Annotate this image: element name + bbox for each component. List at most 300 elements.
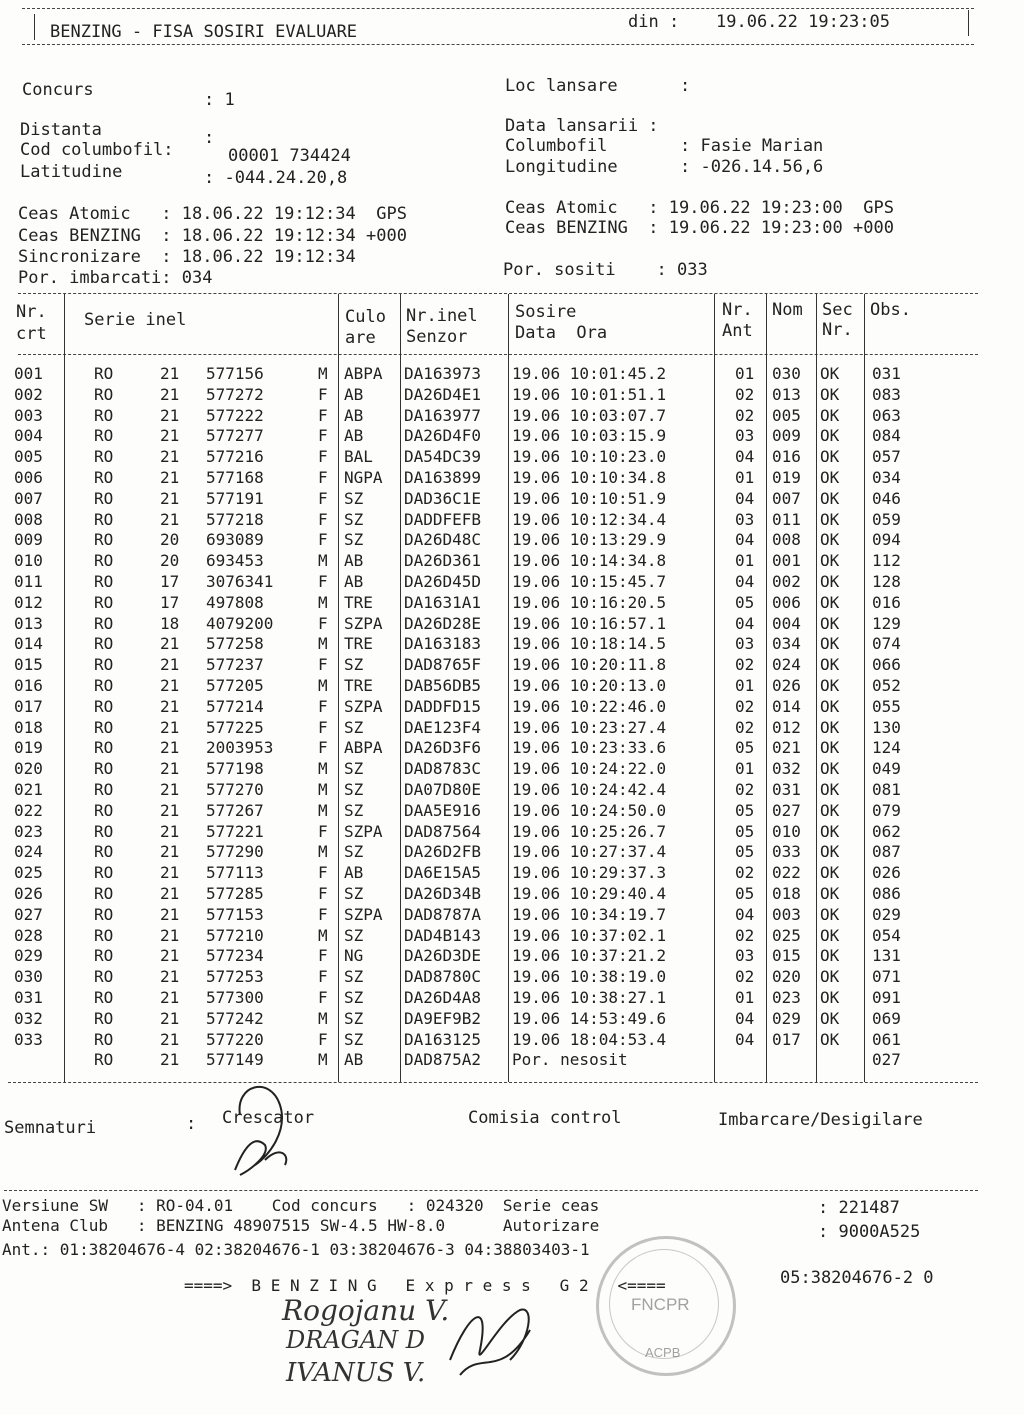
cell-ant: 04 [735, 904, 755, 924]
cell-sec: OK [820, 488, 840, 508]
cell-inel: 577267 [206, 800, 264, 820]
cell-sex: F [318, 717, 328, 737]
cell-senzor: DA26D4A8 [404, 988, 482, 1007]
table-row [0, 426, 1024, 447]
cell-ant: 02 [735, 925, 755, 945]
header-ant: Ant [722, 321, 753, 341]
cell-ant: 02 [735, 696, 755, 716]
autorizare-value: : 9000A525 [818, 1222, 921, 1242]
header-top-border [22, 8, 974, 9]
cell-an: 21 [160, 1050, 180, 1070]
table-row [0, 406, 1024, 427]
cell-an: 21 [160, 904, 180, 924]
loc-lansare-label: Loc lansare [505, 76, 618, 96]
breeder-signature [210, 1075, 330, 1185]
cell-nom: 034 [772, 634, 801, 654]
cell-obs: 069 [872, 1008, 901, 1028]
cell-cul: SZ [344, 884, 364, 903]
cell-inel: 577242 [206, 1008, 264, 1028]
cell-obs: 016 [872, 592, 901, 612]
cell-sec: OK [820, 447, 840, 467]
cell-sec: OK [820, 530, 840, 550]
cell-obs: 066 [872, 655, 901, 675]
cell-tara: RO [94, 592, 114, 612]
distanta-label: Distanta [20, 120, 102, 140]
cell-sex: F [318, 447, 328, 467]
cell-nr: 011 [14, 572, 43, 591]
cell-an: 21 [160, 800, 180, 820]
cell-tara: RO [94, 863, 114, 883]
cell-nom: 031 [772, 780, 801, 799]
cell-inel: 693089 [206, 530, 264, 550]
cell-sec: OK [820, 717, 840, 737]
cell-sec: OK [820, 509, 840, 529]
cell-sosire: 19.06 10:13:29.9 [512, 530, 667, 550]
crescator-label: Crescator [222, 1108, 315, 1128]
cell-ant: 05 [735, 842, 755, 862]
cell-inel: 577113 [206, 863, 264, 883]
cell-cul: SZ [344, 800, 364, 820]
cell-an: 18 [160, 613, 180, 633]
cell-cul: SZ [344, 1029, 364, 1049]
cell-inel: 577272 [206, 384, 264, 404]
cell-sec: OK [820, 634, 840, 654]
cell-nom: 033 [772, 842, 801, 862]
cell-sosire: 19.06 10:22:46.0 [512, 696, 667, 716]
cell-inel: 2003953 [206, 738, 274, 758]
cell-an: 21 [160, 759, 180, 779]
cell-sosire: 19.06 10:24:22.0 [512, 759, 667, 779]
cell-senzor: DA163973 [404, 364, 482, 383]
cell-ant: 02 [735, 780, 755, 799]
cell-nr: 024 [14, 842, 43, 862]
cell-tara: RO [94, 655, 114, 675]
cell-sosire: 19.06 10:12:34.4 [512, 509, 667, 529]
semnaturi-colon: : [186, 1114, 197, 1134]
cell-nom: 018 [772, 884, 801, 903]
cell-sec: OK [820, 613, 840, 633]
table-row [0, 385, 1024, 406]
cell-sec: OK [820, 426, 840, 446]
cell-nom: 021 [772, 738, 801, 758]
table-row [0, 842, 1024, 863]
cell-cul: BAL [344, 447, 373, 467]
cell-sec: OK [820, 821, 840, 841]
table-top-border [18, 293, 978, 294]
handwritten-name-1: Rogojanu V. [282, 1294, 450, 1327]
latitudine-label: Latitudine [20, 162, 123, 182]
cell-ant: 02 [735, 405, 755, 425]
cell-an: 21 [160, 676, 180, 695]
cell-cul: SZ [344, 488, 364, 508]
cell-tara: RO [94, 696, 114, 716]
cell-senzor: DA07D80E [404, 780, 482, 799]
cell-nom: 027 [772, 800, 801, 820]
cell-cul: SZPA [344, 904, 383, 924]
cell-ant: 02 [735, 717, 755, 737]
cell-obs: 062 [872, 821, 901, 841]
cell-nr: 004 [14, 426, 43, 446]
cell-sec: OK [820, 759, 840, 779]
cell-nr: 009 [14, 530, 43, 550]
cell-sex: M [318, 551, 328, 571]
cell-tara: RO [94, 988, 114, 1007]
cell-inel: 577290 [206, 842, 264, 862]
cell-obs: 128 [872, 572, 901, 591]
table-row [0, 863, 1024, 884]
concurs-label: Concurs [22, 80, 94, 100]
cell-sex: F [318, 1029, 328, 1049]
cell-sex: M [318, 842, 328, 862]
cell-obs: 031 [872, 364, 901, 383]
cell-an: 21 [160, 634, 180, 654]
table-row [0, 718, 1024, 739]
cell-tara: RO [94, 551, 114, 571]
cell-inel: 577300 [206, 988, 264, 1007]
cell-sex: M [318, 364, 328, 383]
cell-sosire: 19.06 10:34:19.7 [512, 904, 667, 924]
benzing-express-line: ====> B E N Z I N G E x p r e s s G 2 <==== [184, 1276, 666, 1295]
table-row [0, 946, 1024, 967]
cell-nom: 002 [772, 572, 801, 591]
cell-inel: 577234 [206, 946, 264, 966]
cell-an: 21 [160, 426, 180, 446]
cell-nom: 032 [772, 759, 801, 779]
cell-sex: F [318, 572, 328, 591]
cell-nom: 001 [772, 551, 801, 571]
left-ceas-atomic: Ceas Atomic : 18.06.22 19:12:34 GPS [18, 204, 407, 224]
cell-obs: 081 [872, 780, 901, 799]
header-data-ora: Data Ora [515, 323, 608, 343]
cell-nr: 013 [14, 613, 43, 633]
cell-sex: M [318, 676, 328, 695]
header-nr-inel: Nr.inel [406, 306, 478, 326]
header-serie-inel: Serie inel [84, 310, 187, 330]
cell-cul: SZ [344, 655, 364, 675]
cell-sosire: 19.06 10:29:40.4 [512, 884, 667, 903]
cell-inel: 577237 [206, 655, 264, 675]
cell-tara: RO [94, 800, 114, 820]
cell-obs: 087 [872, 842, 901, 862]
cell-inel: 577258 [206, 634, 264, 654]
table-row [0, 801, 1024, 822]
cell-senzor: DA26D48C [404, 530, 482, 550]
cell-senzor: DAD8765F [404, 655, 482, 675]
cell-an: 21 [160, 696, 180, 716]
cell-tara: RO [94, 946, 114, 966]
commission-signature [440, 1290, 560, 1390]
cell-cul: SZ [344, 717, 364, 737]
cell-an: 21 [160, 925, 180, 945]
cell-an: 21 [160, 842, 180, 862]
table-row [0, 697, 1024, 718]
cell-ant: 01 [735, 364, 755, 383]
cell-obs: 094 [872, 530, 901, 550]
cell-nr: 007 [14, 488, 43, 508]
cell-ant: 01 [735, 676, 755, 695]
antenna-serials-line: Ant.: 01:38204676-4 02:38204676-1 03:38204676-3 04:38803403-1 [2, 1240, 590, 1259]
table-row [0, 489, 1024, 510]
cell-sex: M [318, 1008, 328, 1028]
date-label: din : [628, 12, 680, 32]
cell-sex: M [318, 1050, 328, 1070]
cell-senzor: DA26D45D [404, 572, 482, 591]
cell-sosire: 19.06 10:01:45.2 [512, 364, 667, 383]
table-row [0, 1009, 1024, 1030]
cell-obs: 054 [872, 925, 901, 945]
cell-inel: 577253 [206, 967, 264, 987]
cell-nr: 003 [14, 405, 43, 425]
cell-nr: 016 [14, 676, 43, 695]
header-senzor: Senzor [406, 327, 468, 347]
latitudine-value: : -044.24.20,8 [204, 168, 348, 188]
cell-ant: 05 [735, 800, 755, 820]
cell-sex: F [318, 988, 328, 1007]
cell-sec: OK [820, 946, 840, 966]
cell-sec: OK [820, 676, 840, 695]
cell-senzor: DAD36C1E [404, 488, 482, 508]
cell-tara: RO [94, 1029, 114, 1049]
table-row [0, 468, 1024, 489]
cell-ant: 01 [735, 551, 755, 571]
cell-tara: RO [94, 488, 114, 508]
table-row [0, 655, 1024, 676]
table-row [0, 676, 1024, 697]
header-obs: Obs. [870, 300, 911, 320]
header-left-border [34, 14, 35, 40]
cell-sec: OK [820, 572, 840, 591]
cell-nom: 011 [772, 509, 801, 529]
left-ceas-benzing: Ceas BENZING : 18.06.22 19:12:34 +000 [18, 226, 407, 246]
stamp-subtext: ACPB [645, 1345, 681, 1360]
table-row [0, 884, 1024, 905]
cell-ant: 02 [735, 655, 755, 675]
cell-sosire: 19.06 10:24:50.0 [512, 800, 667, 820]
header-bottom-border [22, 44, 974, 45]
cell-obs: 124 [872, 738, 901, 758]
cell-sosire: 19.06 10:37:02.1 [512, 925, 667, 945]
cell-senzor: DAD87564 [404, 821, 482, 841]
cell-obs: 086 [872, 884, 901, 903]
cell-senzor: DA26D2FB [404, 842, 482, 862]
cell-an: 21 [160, 863, 180, 883]
cell-sec: OK [820, 800, 840, 820]
cell-inel: 577225 [206, 717, 264, 737]
cell-nr: 008 [14, 509, 43, 529]
cell-senzor: DA6E15A5 [404, 863, 482, 883]
cell-sec: OK [820, 1008, 840, 1028]
cell-nr: 033 [14, 1029, 43, 1049]
cell-tara: RO [94, 1008, 114, 1028]
cell-tara: RO [94, 613, 114, 633]
table-row [0, 988, 1024, 1009]
cell-sex: F [318, 946, 328, 966]
cell-cul: SZPA [344, 821, 383, 841]
cell-sex: F [318, 655, 328, 675]
cell-sex: M [318, 925, 328, 945]
cell-an: 21 [160, 1029, 180, 1049]
cell-tara: RO [94, 967, 114, 987]
cell-senzor: DA26D3DE [404, 946, 482, 966]
table-row [0, 447, 1024, 468]
table-row [0, 738, 1024, 759]
cell-sosire: 19.06 10:20:11.8 [512, 655, 667, 675]
cell-sosire: 19.06 10:03:07.7 [512, 405, 667, 425]
cell-sec: OK [820, 904, 840, 924]
handwritten-name-3: IVANUS V. [286, 1358, 426, 1388]
cell-senzor: DAB56DB5 [404, 676, 482, 695]
cell-an: 21 [160, 447, 180, 467]
right-ceas-benzing: Ceas BENZING : 19.06.22 19:23:00 +000 [505, 218, 894, 238]
left-sincronizare: Sincronizare : 18.06.22 19:12:34 [18, 247, 356, 267]
cell-inel: 577191 [206, 488, 264, 508]
cell-obs: 112 [872, 551, 901, 571]
cell-obs: 063 [872, 405, 901, 425]
header-sec: Sec [822, 300, 853, 320]
cell-sosire: 19.06 10:25:26.7 [512, 821, 667, 841]
cell-sec: OK [820, 468, 840, 487]
cell-ant: 04 [735, 447, 755, 467]
cell-senzor: DAD875A2 [404, 1050, 482, 1070]
cell-nr: 006 [14, 468, 43, 487]
cell-sec: OK [820, 842, 840, 862]
cell-obs: 055 [872, 696, 901, 716]
cell-cul: AB [344, 405, 364, 425]
cell-tara: RO [94, 676, 114, 695]
cell-ant: 05 [735, 884, 755, 903]
cell-sosire: 19.06 10:10:34.8 [512, 468, 667, 487]
cell-inel: 577168 [206, 468, 264, 487]
cell-nr: 019 [14, 738, 43, 758]
cell-cul: SZ [344, 988, 364, 1007]
cell-sosire: 19.06 10:38:19.0 [512, 967, 667, 987]
cell-cul: AB [344, 384, 364, 404]
cell-an: 21 [160, 967, 180, 987]
cell-nom: 014 [772, 696, 801, 716]
cell-an: 21 [160, 1008, 180, 1028]
cell-tara: RO [94, 530, 114, 550]
comisia-label: Comisia control [468, 1108, 622, 1128]
columbofil-value: : Fasie Marian [680, 136, 824, 156]
cell-cul: SZ [344, 967, 364, 987]
cell-obs: 084 [872, 426, 901, 446]
data-lansarii-label: Data lansarii : [505, 116, 659, 136]
cell-nom: 012 [772, 717, 801, 737]
cell-inel: 577220 [206, 1029, 264, 1049]
cod-columbofil-value: 00001 734424 [228, 146, 351, 166]
header-nr: Nr. [16, 302, 47, 322]
table-row [0, 905, 1024, 926]
cell-obs: 079 [872, 800, 901, 820]
cell-an: 17 [160, 592, 180, 612]
cell-an: 21 [160, 405, 180, 425]
cell-inel: 577285 [206, 884, 264, 903]
cell-nom: 003 [772, 904, 801, 924]
table-row [0, 634, 1024, 655]
cell-cul: SZ [344, 509, 364, 529]
header-right-border [968, 10, 969, 36]
cell-cul: SZPA [344, 613, 383, 633]
cell-sec: OK [820, 655, 840, 675]
cell-sec: OK [820, 863, 840, 883]
distanta-value: : [204, 128, 215, 148]
cell-sex: M [318, 759, 328, 779]
cell-nr: 018 [14, 717, 43, 737]
cell-nom: 009 [772, 426, 801, 446]
cell-sex: F [318, 405, 328, 425]
table-row [0, 614, 1024, 635]
cell-cul: ABPA [344, 364, 383, 383]
cell-sex: F [318, 863, 328, 883]
cell-senzor: DA26D4F0 [404, 426, 482, 446]
table-row [0, 593, 1024, 614]
cell-an: 21 [160, 364, 180, 383]
cell-ant: 04 [735, 1008, 755, 1028]
cell-nom: 007 [772, 488, 801, 508]
cell-senzor: DAA5E916 [404, 800, 482, 820]
header-crt: crt [16, 324, 47, 344]
cell-nom: 004 [772, 613, 801, 633]
cell-cul: AB [344, 863, 364, 883]
cell-senzor: DA26D4E1 [404, 384, 482, 404]
cell-sosire: 19.06 10:23:27.4 [512, 717, 667, 737]
cell-obs: 074 [872, 634, 901, 654]
cell-sec: OK [820, 988, 840, 1007]
cell-nr: 014 [14, 634, 43, 654]
cell-inel: 577270 [206, 780, 264, 799]
table-row [0, 572, 1024, 593]
cell-sosire: 19.06 10:10:23.0 [512, 447, 667, 467]
cell-ant: 03 [735, 946, 755, 966]
cell-sex: F [318, 426, 328, 446]
cell-ant: 02 [735, 863, 755, 883]
cell-sec: OK [820, 405, 840, 425]
document-title: BENZING - FISA SOSIRI EVALUARE [50, 22, 358, 42]
cell-sex: F [318, 696, 328, 716]
cell-nom: 017 [772, 1029, 801, 1049]
cell-sex: M [318, 634, 328, 654]
cell-senzor: DA163977 [404, 405, 482, 425]
cell-ant: 01 [735, 468, 755, 487]
cell-ant: 04 [735, 613, 755, 633]
table-header-divider [18, 354, 978, 355]
cell-nr: 015 [14, 655, 43, 675]
cell-nom: 020 [772, 967, 801, 987]
table-row [0, 926, 1024, 947]
cell-inel: 577221 [206, 821, 264, 841]
cell-cul: AB [344, 572, 364, 591]
cell-obs: 059 [872, 509, 901, 529]
cell-nom: 013 [772, 384, 801, 404]
cell-sosire: 19.06 10:16:20.5 [512, 592, 667, 612]
table-row [0, 759, 1024, 780]
cell-nr: 022 [14, 800, 43, 820]
cell-obs: 026 [872, 863, 901, 883]
cell-ant: 03 [735, 426, 755, 446]
cell-ant: 04 [735, 1029, 755, 1049]
cell-nom: 008 [772, 530, 801, 550]
cell-sex: F [318, 384, 328, 404]
cell-ant: 03 [735, 634, 755, 654]
cell-senzor: DA26D34B [404, 884, 482, 903]
table-row [0, 967, 1024, 988]
cell-nr: 002 [14, 384, 43, 404]
cell-nom: 019 [772, 468, 801, 487]
cell-tara: RO [94, 468, 114, 487]
cell-obs: 130 [872, 717, 901, 737]
cell-nom: 015 [772, 946, 801, 966]
cell-ant: 01 [735, 759, 755, 779]
